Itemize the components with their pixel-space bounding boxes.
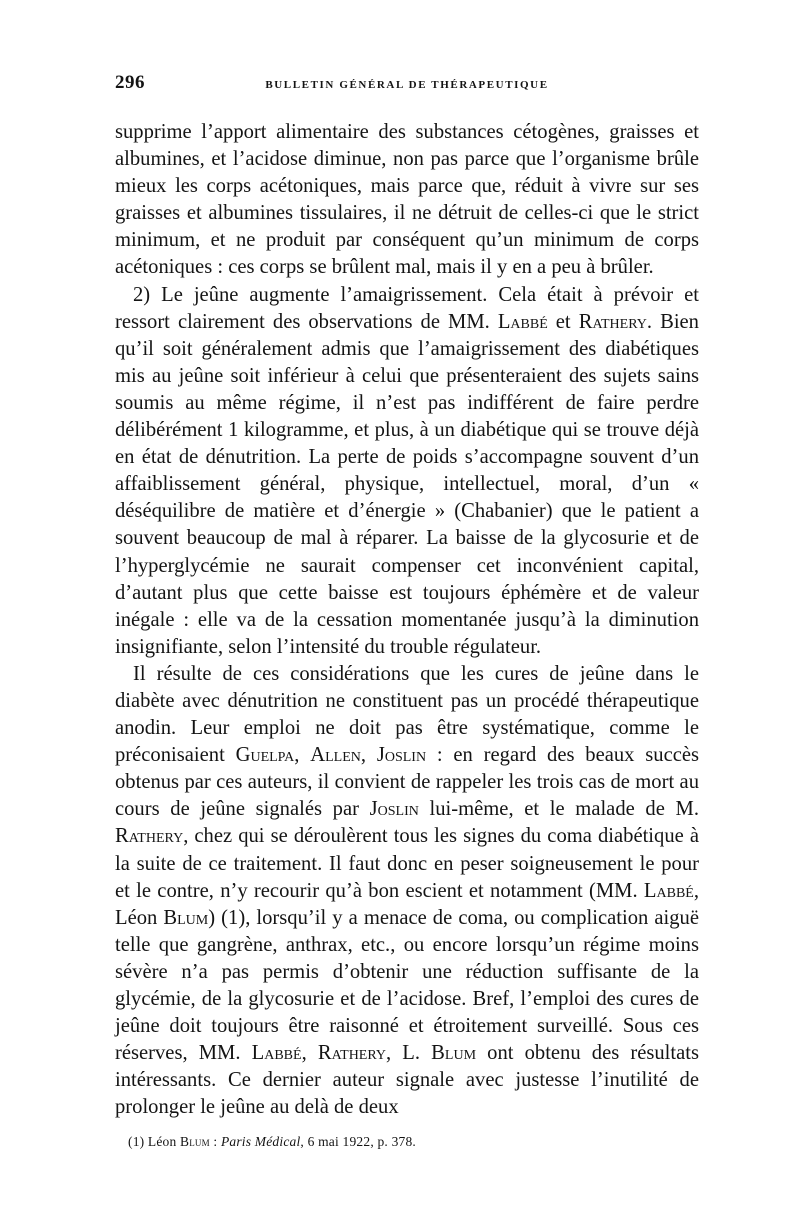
paragraph-2-text: 2) Le jeûne augmente l’amaigrissement. Cela était à prévoir et ressort clairement des observations de MM. <box>115 283 699 333</box>
author-name: Blum <box>163 906 209 929</box>
paragraph-3-text: , <box>301 1042 318 1065</box>
paragraph-3-text: lui-même, et le malade de M. <box>418 798 699 821</box>
paragraph-3-text: : en regard des beaux succès obtenus par ces auteurs, il convient de rappeler les trois cas de mort au cours de jeûne signalés par <box>115 744 700 821</box>
page-header <box>115 72 699 102</box>
paragraph-3-text: Il résulte de ces considérations que les cures de jeûne dans le diabète avec dénutrition ne constituent pas un procédé thérapeutique anodin. Leur emploi ne doit pas être systématique, comme le préconisaient <box>115 662 699 767</box>
paragraph-3-text: , <box>294 744 311 767</box>
author-name: Joslin <box>369 798 419 821</box>
body-text <box>115 119 699 1121</box>
paragraph-3-text: , chez qui se déroulèrent tous les signes du coma diabétique à la suite de ce traitement. Il faut donc en peser soigneusement le pour et le contre, n’y recourir qu’à bon escient et notamment (MM. <box>115 825 699 902</box>
footnote-source: Paris Médical <box>220 1134 301 1149</box>
author-name: Labbé <box>497 310 548 333</box>
paragraph-3 <box>115 661 699 1122</box>
footnote-text: (1) Léon <box>128 1134 181 1149</box>
paragraph-3-text: , <box>360 744 377 767</box>
paragraph-2-text: et <box>547 310 579 333</box>
author-name: Allen <box>310 744 361 767</box>
author-name: Guelpa <box>235 744 295 767</box>
paragraph-2 <box>115 282 699 661</box>
paragraph-3-text: , L. <box>386 1042 432 1065</box>
author-name: Labbé <box>251 1042 302 1065</box>
paragraph-3-text: ) (1), lorsqu’il y a menace de coma, ou complication aiguë telle que gangrène, anthrax, etc., ou encore lorsqu’un régime moins sévère n’a pas permis d’obtenir une réduction suffisante de la glycémie, de la glycosurie et de l’acidose. Bref, l’emploi des cures de jeûne doit toujours être raisonné et étroitement surveillé. Sous ces réserves, MM. <box>115 906 699 1065</box>
author-name: Blum <box>431 1042 477 1065</box>
paragraph-1-text: supprime l’apport alimentaire des substances cétogènes, graisses et albumines, et l’acidose diminue, non pas parce que l’organisme brûle mieux les corps acétoniques, mais parce que, réduit à vivre sur ses graisses et albumines tissulaires, il ne détruit de celles-ci que le strict minimum, et ne produit par conséquent qu’un minimum de corps acétoniques : ces corps se brûlent mal, mais il y en a peu à brûler. <box>115 121 699 279</box>
footnote-text: , 6 mai 1922, p. 378. <box>300 1134 416 1149</box>
author-name: Rathery <box>115 825 184 848</box>
page-number: 296 <box>115 72 145 93</box>
paragraph-2-text: . Bien qu’il soit généralement admis que l’amaigrissement des diabétiques mis au jeûne soit inférieur à celui que présenteraient des sujets sains soumis au même régime, il n’est pas indifférent de faire perdre délibérément 1 kilogramme, et plus, à un diabétique qui se trouve déjà en état de dénutrition. La perte de poids s’accompagne souvent d’un affaiblissement général, physique, intellectuel, moral, d’un « déséquilibre de matière et d’énergie » (Chabanier) que le patient a souvent beaucoup de mal à réparer. La baisse de la glycosurie et de l’hyperglycémie ne saurait compenser cet inconvénient capital, d’autant plus que cette baisse est toujours éphémère et de valeur inégale : elle va de la cessation momentanée jusqu’à la diminution insignifiante, selon l’intensité du trouble régulateur. <box>115 310 699 658</box>
footnote-text: : <box>209 1134 221 1149</box>
author-name: Rathery <box>578 310 647 333</box>
footnote-author: Blum <box>180 1134 210 1149</box>
running-head: BULLETIN GÉNÉRAL DE THÉRAPEUTIQUE <box>265 79 549 91</box>
author-name: Joslin <box>376 744 427 767</box>
footnote <box>128 1134 416 1150</box>
paragraph-1 <box>115 119 699 282</box>
author-name: Labbé <box>643 879 694 902</box>
author-name: Rathery <box>317 1042 387 1065</box>
paragraph-3-text: ont obtenu des résultats intéressants. Ce dernier auteur signale avec justesse l’inutilité de prolonger le jeûne au delà de deux <box>115 1042 699 1119</box>
paragraph-3-text: , Léon <box>115 879 699 929</box>
